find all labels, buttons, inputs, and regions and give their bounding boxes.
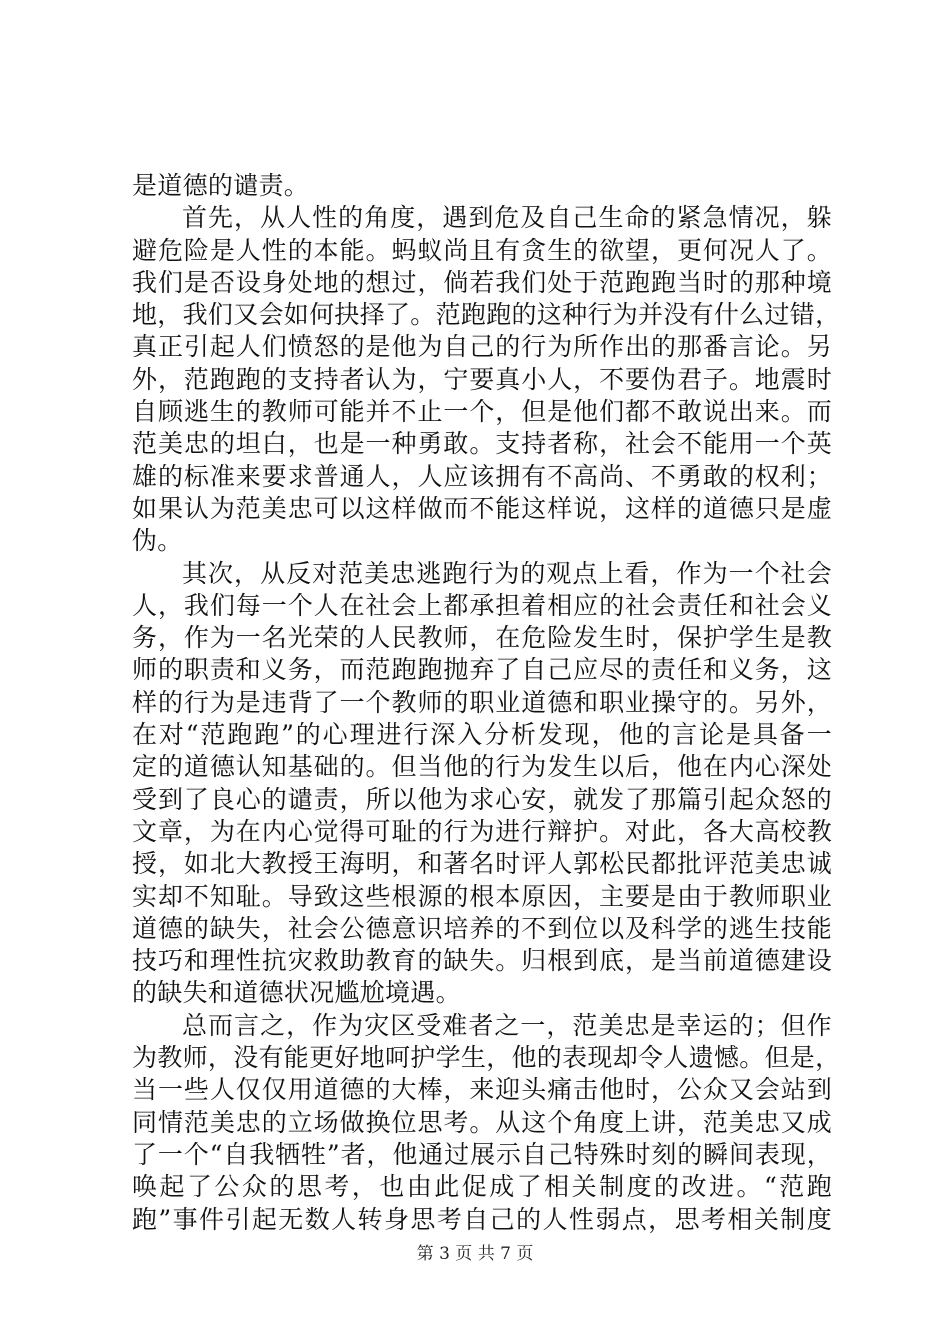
text-line: 样的行为是违背了一个教师的职业道德和职业操守的。另外， (132, 687, 832, 717)
text-line: 当一些人仅仅用道德的大棒，来迎头痛击他时，公众又会站到 (132, 1075, 832, 1105)
text-line: 真正引起人们愤怒的是他为自己的行为所作出的那番言论。另 (132, 332, 832, 362)
text-line: 的缺失和道德状况尴尬境遇。 (132, 978, 461, 1008)
text-line: 务，作为一名光荣的人民教师，在危险发生时，保护学生是教 (132, 623, 832, 653)
text-line: 首先，从人性的角度，遇到危及自己生命的紧急情况，躲 (182, 203, 832, 233)
text-line: 总而言之，作为灾区受难者之一，范美忠是幸运的；但作 (182, 1010, 832, 1040)
text-line: 授，如北大教授王海明，和著名时评人郭松民都批评范美忠诚 (132, 849, 832, 879)
text-line: 受到了良心的谴责，所以他为求心安，就发了那篇引起众怒的 (132, 784, 832, 814)
text-line: 避危险是人性的本能。蚂蚁尚且有贪生的欲望，更何况人了。 (132, 235, 832, 265)
text-line: 文章，为在内心觉得可耻的行为进行辩护。对此，各大高校教 (132, 816, 832, 846)
text-line: 定的道德认知基础的。但当他的行为发生以后，他在内心深处 (132, 752, 832, 782)
text-line: 自顾逃生的教师可能并不止一个，但是他们都不敢说出来。而 (132, 397, 832, 427)
text-line: 同情范美忠的立场做换位思考。从这个角度上讲，范美忠又成 (132, 1107, 832, 1137)
text-line: 伪。 (132, 526, 183, 556)
text-line: 道德的缺失，社会公德意识培养的不到位以及科学的逃生技能 (132, 913, 832, 943)
text-line: 是道德的谴责。 (132, 171, 310, 200)
text-line: 了一个“自我牺牲”者，他通过展示自己特殊时刻的瞬间表现， (132, 1139, 832, 1169)
text-line: 实却不知耻。导致这些根源的根本原因，主要是由于教师职业 (132, 881, 832, 911)
text-line: 地，我们又会如何抉择了。范跑跑的这种行为并没有什么过错， (132, 300, 841, 330)
page-footer: 第 3 页 共 7 页 (416, 1244, 534, 1264)
text-line: 师的职责和义务，而范跑跑抛弃了自己应尽的责任和义务，这 (132, 655, 832, 685)
body-text (132, 170, 841, 1236)
text-line: 人，我们每一个人在社会上都承担着相应的社会责任和社会义 (132, 590, 832, 620)
text-line: 跑”事件引起无数人转身思考自己的人性弱点，思考相关制度 (132, 1204, 832, 1234)
text-line: 我们是否设身处地的想过，倘若我们处于范跑跑当时的那种境 (132, 267, 832, 297)
text-line: 技巧和理性抗灾救助教育的缺失。归根到底，是当前道德建设 (132, 946, 832, 976)
text-line: 其次，从反对范美忠逃跑行为的观点上看，作为一个社会 (182, 558, 832, 588)
text-line: 唤起了公众的思考，也由此促成了相关制度的改进。“范跑 (132, 1172, 832, 1202)
text-line: 范美忠的坦白，也是一种勇敢。支持者称，社会不能用一个英 (132, 429, 832, 459)
text-line: 如果认为范美忠可以这样做而不能这样说，这样的道德只是虚 (132, 493, 832, 523)
text-line: 在对“范跑跑”的心理进行深入分析发现，他的言论是具备一 (132, 720, 832, 750)
text-line: 雄的标准来要求普通人，人应该拥有不高尚、不勇敢的权利； (132, 461, 832, 491)
text-line: 为教师，没有能更好地呵护学生，他的表现却令人遗憾。但是， (132, 1043, 841, 1073)
text-line: 外，范跑跑的支持者认为，宁要真小人，不要伪君子。地震时 (132, 364, 832, 394)
